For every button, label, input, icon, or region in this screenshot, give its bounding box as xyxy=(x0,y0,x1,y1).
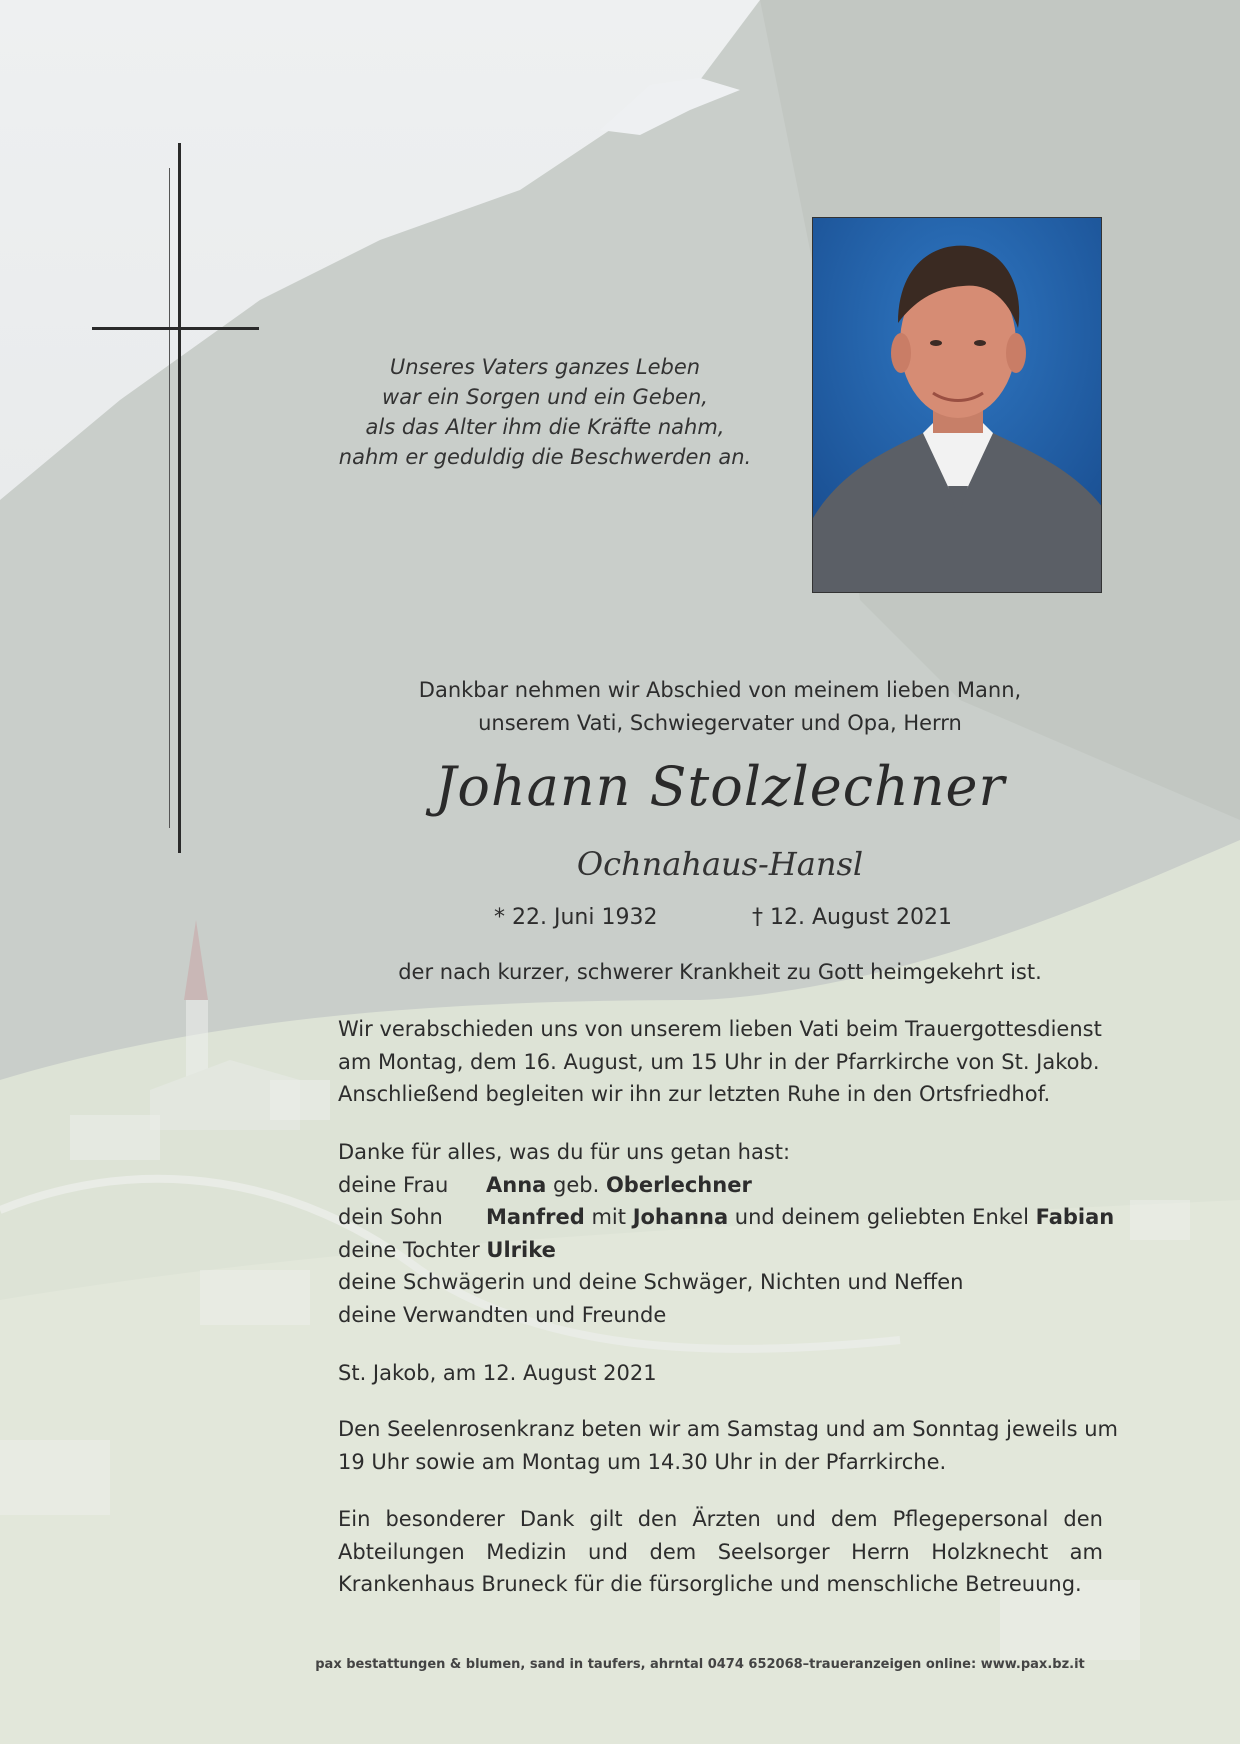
service-line: Anschließend begleiten wir ihn zur letzten Ruhe in den Ortsfriedhof. xyxy=(338,1082,1051,1106)
family-row-inlaws: deine Schwägerin und deine Schwäger, Nichten und Neffen xyxy=(338,1270,964,1294)
intro-text xyxy=(340,674,1100,740)
cross-thin-line xyxy=(169,168,170,828)
funeral-service-info xyxy=(338,1013,1103,1111)
family-row-daughter xyxy=(338,1234,1103,1267)
deceased-name: Johann Stolzlechner xyxy=(434,755,1006,818)
relation-label: dein Sohn xyxy=(338,1205,443,1229)
family-intro: Danke für alles, was du für uns getan hast: xyxy=(338,1140,791,1164)
wife-name: Anna xyxy=(486,1172,547,1197)
son-name: Manfred xyxy=(486,1205,585,1229)
grandson-name: Fabian xyxy=(1035,1205,1115,1229)
deceased-nickname: Ochnahaus-Hansl xyxy=(576,845,864,883)
memorial-poem xyxy=(300,352,790,472)
death-date: † 12. August 2021 xyxy=(752,905,952,930)
relation-label: deine Frau xyxy=(338,1172,449,1197)
intro-line: Dankbar nehmen wir Abschied von meinem lieben Mann, xyxy=(418,678,1022,702)
son-partner-name: Johanna xyxy=(632,1205,729,1229)
family-list xyxy=(338,1136,1115,1331)
family-names: Anna geb. Oberlechner xyxy=(486,1172,752,1197)
returned-to-god-text: der nach kurzer, schwerer Krankheit zu Gott heimgekehrt ist. xyxy=(398,960,1042,984)
family-row-relatives: deine Verwandten und Freunde xyxy=(338,1302,667,1327)
special-thanks xyxy=(338,1503,1103,1601)
thanks-text: Ein besonderer Dank gilt den Ärzten und dem Pflegepersonal den Abteilungen Medizin und dem Seelsorger Herrn Holzknecht am Krankenhaus Bruneck für die fürsorgliche und menschliche Betreuung. xyxy=(338,1507,1103,1596)
family-row-son xyxy=(338,1201,1115,1234)
intro-line: unserem Vati, Schwiegervater und Opa, Herrn xyxy=(478,711,962,735)
poem-line: nahm er geduldig die Beschwerden an. xyxy=(338,445,752,469)
place-and-date: St. Jakob, am 12. August 2021 xyxy=(338,1361,657,1385)
relation-label: deine Tochter xyxy=(338,1237,487,1262)
wife-maiden-name: Oberlechner xyxy=(605,1172,752,1197)
rosary-info xyxy=(338,1413,1119,1478)
service-line: Wir verabschieden uns von unserem lieben Vati beim Trauergottesdienst xyxy=(338,1017,1102,1041)
family-row-wife xyxy=(338,1169,1103,1202)
rosary-line: Den Seelenrosenkranz beten wir am Samstag und am Sonntag jeweils um xyxy=(338,1417,1119,1441)
poem-line: Unseres Vaters ganzes Leben xyxy=(389,355,701,379)
rosary-line: 19 Uhr sowie am Montag um 14.30 Uhr in der Pfarrkirche. xyxy=(338,1449,947,1474)
poem-line: war ein Sorgen und ein Geben, xyxy=(382,385,708,409)
cross-horizontal-bar xyxy=(92,327,259,330)
daughter-name: Ulrike xyxy=(486,1237,556,1262)
service-line: am Montag, dem 16. August, um 15 Uhr in der Pfarrkirche von St. Jakob. xyxy=(338,1049,1100,1074)
cross-vertical-bar xyxy=(178,143,181,853)
birth-date: * 22. Juni 1932 xyxy=(494,905,658,930)
portrait-photo xyxy=(812,217,1102,593)
family-names: Manfred mit Johanna und deinem geliebten Enkel Fabian xyxy=(486,1205,1115,1229)
poem-line: als das Alter ihm die Kräfte nahm, xyxy=(365,415,725,439)
funeral-home-footer: pax bestattungen & blumen, sand in taufers, ahrntal 0474 652068–traueranzeigen online: www.pax.bz.it xyxy=(315,1657,1085,1672)
